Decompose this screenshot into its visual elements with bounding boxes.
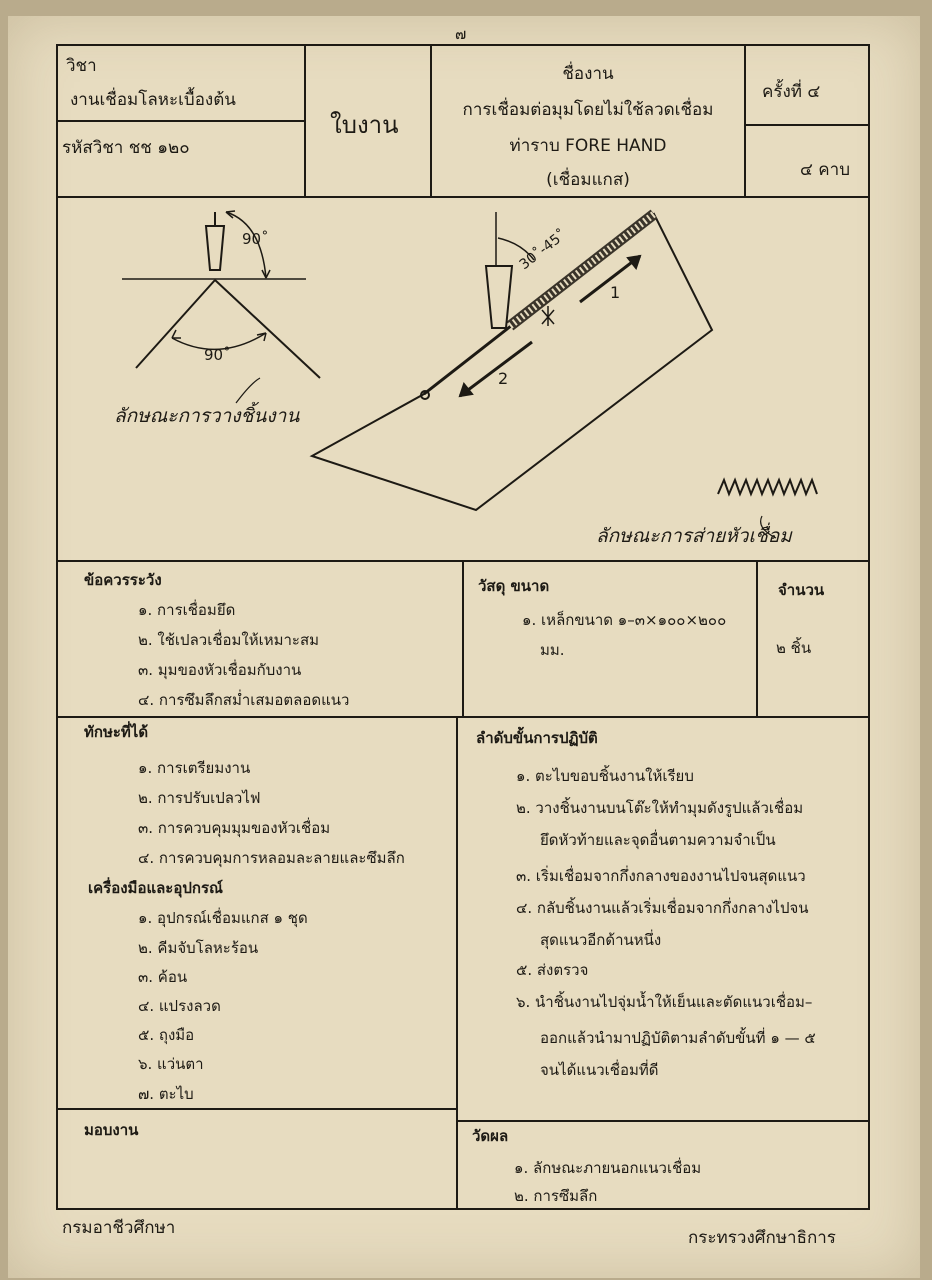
caution-item: ๒. ใช้เปลวเชื่อมให้เหมาะสม [138, 631, 320, 649]
weave-pattern-icon [718, 480, 817, 494]
header-col-3 [744, 44, 746, 196]
skill-item: ๔. การควบคุมการหลอมละลายและซึมลึก [138, 849, 405, 867]
footer-department: กรมอาชีวศึกษา [62, 1218, 176, 1238]
arrow-2-label: 2 [498, 369, 509, 388]
mid-col-bottom [456, 716, 458, 1210]
torch-angle-label: 30˚-45˚ [516, 226, 570, 274]
eval-divider [456, 1120, 870, 1122]
session: ครั้งที่ ๔ [762, 82, 821, 102]
quantity-value: ๒ ชิ้น [776, 639, 812, 657]
workpiece [312, 214, 712, 510]
arrow-1-label: 1 [610, 283, 621, 302]
cautions-title: ข้อควรระวัง [84, 571, 162, 589]
tool-item: ๗. ตะไบ [138, 1085, 194, 1103]
step-line: ๓. เริ่มเชื่อมจากกึ่งกลางของงานไปจนสุดแนว [516, 867, 806, 885]
tool-item: ๔. แปรงลวด [138, 997, 221, 1015]
steps-title: ลำดับขั้นการปฏิบัติ [476, 729, 598, 747]
page-number: ๗ [455, 25, 467, 43]
skill-item: ๒. การปรับเปลวไฟ [138, 789, 261, 807]
caution-item: ๔. การซึมลึกสม่ำเสมอตลอดแนว [138, 691, 350, 709]
step-line: ๕. ส่งตรวจ [516, 961, 589, 979]
angle-top-label: 90˚ [242, 230, 269, 248]
job-label: ชื่องาน [562, 64, 614, 84]
material-unit: มม. [540, 641, 565, 659]
qty-col [756, 560, 758, 718]
plate-right [215, 280, 320, 378]
tool-item: ๑. อุปกรณ์เชื่อมแกส ๑ ชุด [138, 909, 308, 927]
weave-caption: ลักษณะการส่ายหัวเชื่อม [596, 525, 792, 547]
assign-divider [56, 1108, 456, 1110]
footer-ministry: กระทรวงศึกษาธิการ [688, 1228, 836, 1248]
start-point-mark [542, 306, 554, 326]
evaluation-title: วัดผล [472, 1127, 509, 1145]
quantity-title: จำนวน [778, 581, 825, 599]
job-title-1: การเชื่อมต่อมุมโดยไม่ใช้ลวดเชื่อม [462, 100, 714, 120]
header-left-split [56, 120, 304, 122]
tool-item: ๒. คีมจับโลหะร้อน [138, 939, 259, 957]
step-line: ๔. กลับชิ้นงานแล้วเริ่มเชื่อมจากกึ่งกลางไปจน [516, 899, 809, 917]
arrow-2 [460, 342, 532, 396]
torch-tip-icon [206, 226, 224, 270]
course-code: รหัสวิชา ชช ๑๒๐ [62, 138, 190, 158]
welding-diagram [56, 198, 870, 560]
evaluation-item: ๑. ลักษณะภายนอกแนวเชื่อม [514, 1159, 702, 1177]
caution-item: ๓. มุมของหัวเชื่อมกับงาน [138, 661, 302, 679]
material-item: ๑. เหล็กขนาด ๑–๓×๑๐๐×๒๐๐ [522, 611, 727, 629]
step-line: จนได้แนวเชื่อมที่ดี [540, 1061, 659, 1079]
subject-label: วิชา [66, 56, 97, 76]
step-line: ออกแล้วนำมาปฏิบัติตามลำดับขั้นที่ ๑ — ๕ [540, 1029, 816, 1047]
placement-caption: ลักษณะการวางชิ้นงาน [114, 405, 300, 427]
skill-item: ๑. การเตรียมงาน [138, 759, 251, 777]
weld-bead [510, 214, 654, 326]
assignment-title: มอบงาน [84, 1121, 139, 1139]
step-line: ๑. ตะไบขอบชิ้นงานให้เรียบ [516, 767, 694, 785]
evaluation-item: ๒. การซึมลึก [514, 1187, 598, 1205]
mid-col-top [462, 560, 464, 718]
materials-title: วัสดุ ขนาด [478, 577, 550, 595]
tool-item: ๓. ค้อน [138, 968, 188, 986]
tool-item: ๖. แว่นตา [138, 1055, 204, 1073]
step-line: ๖. นำชิ้นงานไปจุ่มน้ำให้เย็นและตัดแนวเชื่อม– [516, 993, 813, 1011]
section-divider-2 [56, 716, 870, 718]
header-col-1 [304, 44, 306, 196]
tools-title: เครื่องมือและอุปกรณ์ [88, 879, 223, 897]
angle-bottom-label: 90˚ [204, 346, 231, 364]
skill-item: ๓. การควบคุมมุมของหัวเชื่อม [138, 819, 331, 837]
step-line: ๒. วางชิ้นงานบนโต๊ะให้ทำมุมดังรูปแล้วเชื่อม [516, 799, 804, 817]
step-line: ยึดหัวท้ายและจุดอื่นตามความจำเป็น [540, 831, 776, 849]
sheet-type: ใบงาน [330, 111, 399, 139]
skills-title: ทักษะที่ได้ [84, 723, 149, 741]
periods: ๔ คาบ [800, 160, 850, 180]
header-right-split [744, 124, 870, 126]
job-title-2: ท่าราบ FORE HAND [509, 136, 667, 156]
subject-name: งานเชื่อมโลหะเบื้องต้น [70, 90, 236, 110]
job-title-3: (เชื่อมแกส) [546, 170, 630, 190]
step-line: สุดแนวอีกด้านหนึ่ง [540, 931, 662, 949]
welding-torch-icon [486, 266, 512, 328]
caution-item: ๑. การเชื่อมยึด [138, 601, 236, 619]
tool-item: ๕. ถุงมือ [138, 1026, 195, 1044]
